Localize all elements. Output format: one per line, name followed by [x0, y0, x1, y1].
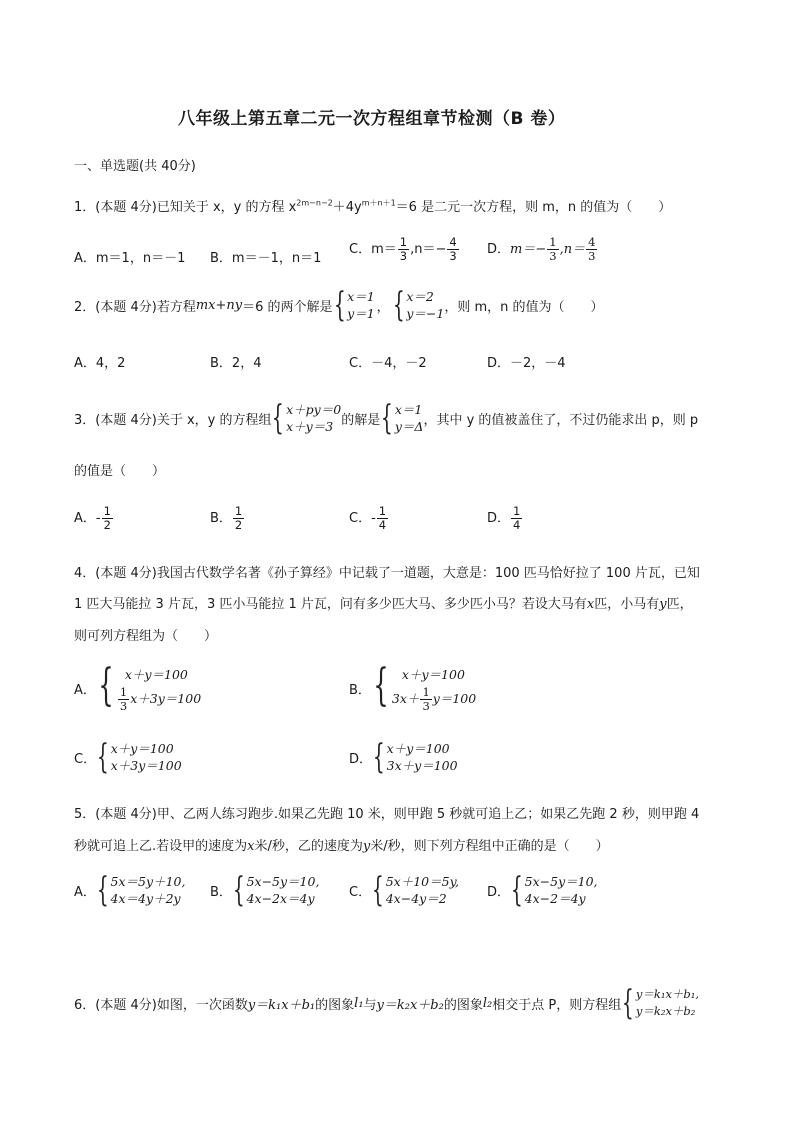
q3-b-frac: $\frac{1}{2}$	[234, 504, 243, 532]
q4-c-system: { x＋y＝100 x＋3y＝100	[96, 737, 182, 777]
q5-a-label: A．	[74, 884, 96, 900]
q5-c-label: C．	[349, 884, 372, 900]
q4-b-label: B．	[349, 683, 371, 698]
q2-option-b[interactable]: B．2，4	[210, 356, 262, 371]
q4-d-label: D．	[349, 751, 373, 767]
page-title: 八年级上第五章二元一次方程组章节检测（B 卷）	[178, 109, 566, 129]
q2-prefix: 2．(本题 4分)若方程	[74, 299, 196, 315]
q3-mid: 的解是	[341, 412, 381, 428]
q5-a-system: { 5x＝5y＋10, 4x＝4y＋2y	[96, 870, 186, 910]
question-1-stem	[74, 196, 671, 215]
q4-b-system: { x＋y＝100 3x＋ $\frac{1}{3}$ y＝100	[373, 660, 477, 713]
q5-stem-line-1: 5．(本题 4分)甲、乙两人练习跑步.如果乙先跑 10 米，则甲跑 5 秒就可追上乙；如果乙先跑 2 秒，则甲跑 4	[74, 807, 700, 822]
q6-mid-2: 与	[363, 997, 377, 1013]
q6-line-l2: l₂	[482, 995, 493, 1011]
q4-d-system: { x＋y＝100 3x＋y＝100	[372, 737, 458, 777]
q1-d-m: m＝−	[510, 242, 547, 257]
q3-c-label: C．-	[349, 511, 376, 526]
q1-d-n: ,n＝	[559, 242, 586, 257]
q1-c-m: m＝	[371, 242, 397, 257]
q1-c-frac-1: $\frac{1}{3}$	[399, 235, 408, 263]
q1-d-frac-2: $\frac{4}{3}$	[588, 235, 596, 263]
q3-system-2: { x＝1 y＝Δ	[381, 398, 424, 438]
q6-suffix: 相交于点 P，则方程组	[492, 997, 622, 1013]
q1-option-b[interactable]: B．m＝－1，n＝1	[210, 251, 322, 266]
q3-b-label: B．	[210, 511, 232, 526]
question-6-stem	[74, 983, 700, 1023]
q6-function-1: y＝k₁x＋b₁	[247, 997, 316, 1013]
q5-option-d[interactable]	[487, 870, 598, 910]
q1-c-frac-2: $\frac{4}{3}$	[449, 235, 457, 263]
q1-suffix: ＝6 是二元一次方程，则 m，n 的值为（ ）	[395, 200, 672, 215]
q1-d-frac-1: $\frac{1}{3}$	[549, 235, 557, 263]
q3-c-frac: $\frac{1}{4}$	[378, 504, 387, 532]
q1-c-n: ,n＝−	[410, 242, 447, 257]
q4-option-b[interactable]	[349, 660, 477, 713]
q4-c-label: C．	[74, 751, 97, 767]
q5-stem-line-2: 秒就可追上乙.若设甲的速度为x米/秒，乙的速度为y米/秒，则下列方程组中正确的是（ ）	[74, 839, 609, 854]
q6-prefix: 6．(本题 4分)如图，一次函数	[74, 997, 248, 1013]
q6-system: { y＝k₁x＋b₁, y＝k₂x＋b₂	[622, 983, 700, 1023]
q5-b-label: B．	[210, 884, 232, 900]
q4-a-system: { x＋y＝100 $\frac{1}{3}$ x＋3y＝100	[98, 660, 202, 713]
q1-option-c[interactable]	[349, 236, 460, 263]
q1-exponent-1: 2m−n−2	[296, 198, 333, 208]
q2-eq-suffix: ＝6 的两个解是	[242, 299, 333, 315]
q4-option-d[interactable]	[349, 737, 458, 777]
q1-c-label: C．	[349, 242, 372, 257]
q2-option-c[interactable]: C．－4，－2	[349, 356, 427, 371]
q3-option-a[interactable]	[74, 505, 114, 532]
q3-prefix: 3．(本题 4分)关于 x，y 的方程组	[74, 412, 272, 428]
q2-separator: ，	[376, 299, 390, 315]
q3-option-b[interactable]	[210, 505, 245, 532]
q1-mid: ＋4y	[332, 200, 362, 215]
q5-option-c[interactable]	[349, 870, 459, 910]
question-3-stem	[74, 398, 699, 438]
q3-option-c[interactable]	[349, 505, 389, 532]
q2-system-2: { x＝2 y＝−1	[392, 285, 445, 325]
q5-d-label: D．	[487, 884, 511, 900]
q1-option-a[interactable]: A．m＝1，n＝－1	[74, 251, 186, 266]
q4-option-a[interactable]	[74, 660, 202, 713]
q2-equation: mx+ny	[195, 297, 243, 313]
q2-suffix: ，则 m，n 的值为（ ）	[444, 299, 604, 315]
q2-option-a[interactable]: A．4，2	[74, 356, 126, 371]
q4-a-label: A．	[74, 683, 96, 698]
q5-c-system: { 5x＋10＝5y, 4x−4y＝2	[371, 870, 459, 910]
q3-suffix: ，其中 y 的值被盖住了，不过仍能求出 p，则 p	[423, 412, 699, 428]
q5-b-system: { 5x−5y＝10, 4x−2x＝4y	[232, 870, 320, 910]
q4-stem-line-2: 1 匹大马能拉 3 片瓦，3 匹小马能拉 1 片瓦，问有多少匹大马、多少匹小马？若设大马有x匹，小马有y匹，	[74, 597, 693, 612]
q3-system-1: { x＋py＝0 x＋y＝3	[272, 398, 342, 438]
q4-stem-line-1: 4．(本题 4分)我国古代数学名著《孙子算经》中记载了一道题，大意是：100 匹马恰好拉了 100 片瓦，已知	[74, 566, 700, 581]
q2-option-d[interactable]: D．－2，－4	[487, 356, 566, 371]
q2-system-1: { x＝1 y＝1	[333, 285, 375, 325]
q1-d-label: D．	[487, 242, 511, 257]
question-2-stem	[74, 285, 604, 325]
q6-function-2: y＝k₂x＋b₂	[376, 997, 444, 1013]
q5-option-a[interactable]	[74, 870, 186, 910]
section-heading: 一、单选题(共 40分)	[74, 159, 196, 174]
q3-a-label: A．-	[74, 511, 101, 526]
q5-option-b[interactable]	[210, 870, 320, 910]
q1-exponent-2: m＋n＋1	[361, 198, 396, 208]
q4-option-c[interactable]	[74, 737, 182, 777]
q3-a-frac: $\frac{1}{2}$	[103, 504, 111, 532]
q6-line-l1: l₁	[354, 995, 364, 1011]
q3-option-d[interactable]	[487, 505, 523, 532]
q6-mid-1: 的图象	[315, 997, 355, 1013]
q3-d-frac: $\frac{1}{4}$	[513, 504, 521, 532]
q1-prefix: 1．(本题 4分)已知关于 x，y 的方程 x	[74, 200, 297, 215]
q6-mid-3: 的图象	[443, 997, 483, 1013]
q4-stem-line-3: 则可列方程组为（ ）	[74, 629, 218, 644]
q5-d-system: { 5x−5y＝10, 4x−2＝4y	[510, 870, 598, 910]
q3-stem-line-2: 的值是（ ）	[74, 464, 166, 479]
q3-d-label: D．	[487, 511, 511, 526]
q1-option-d[interactable]	[487, 236, 598, 263]
